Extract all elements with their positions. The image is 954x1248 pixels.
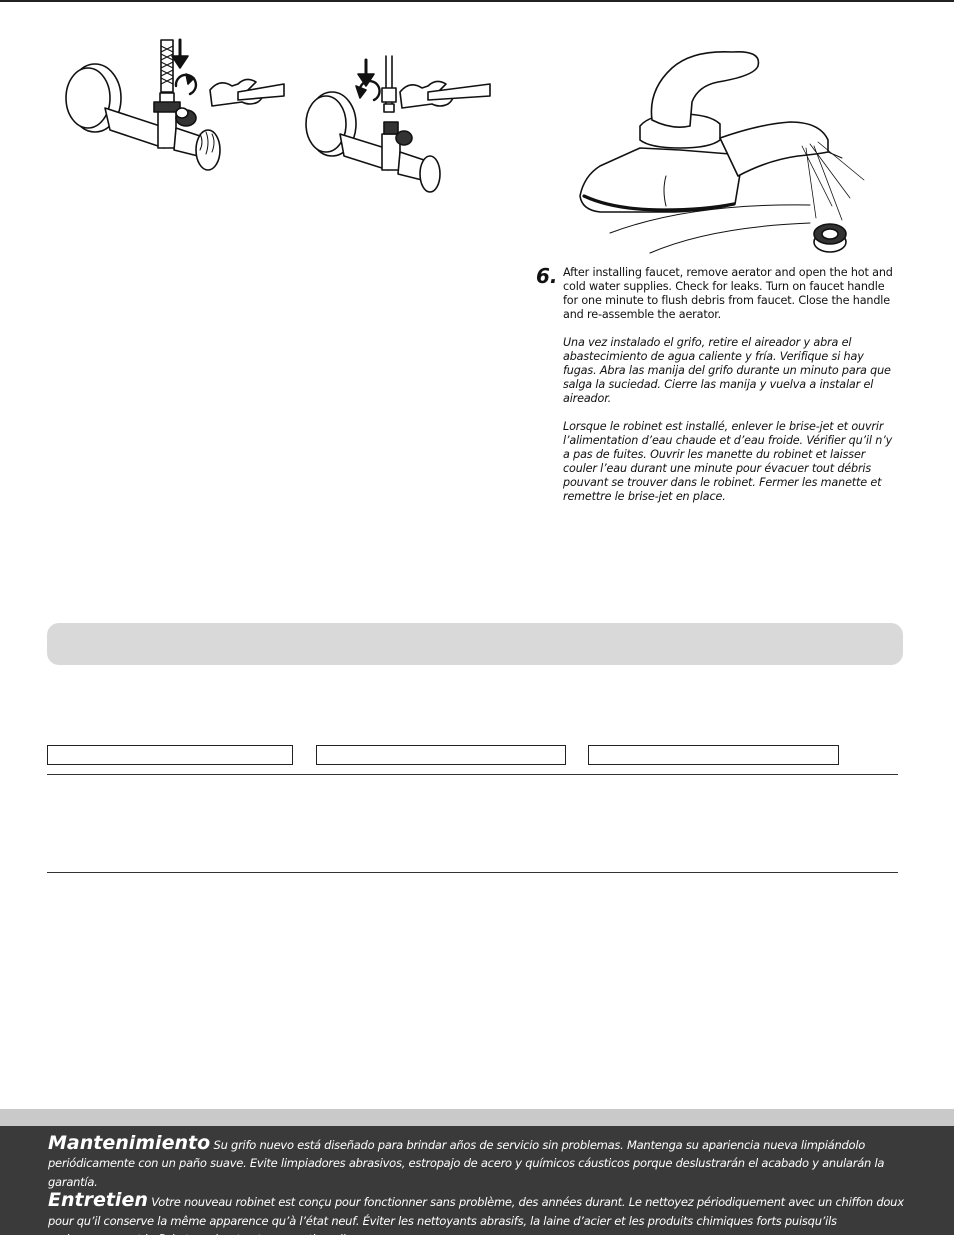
step-6-instructions xyxy=(536,266,896,518)
maintenance-heading-fr: Entretien xyxy=(48,1189,148,1212)
maintenance-heading-es: Mantenimiento xyxy=(48,1132,211,1154)
faucet-aerator-illustration xyxy=(570,28,870,260)
step-6-french: Lorsque le robinet est installé, enlever le brise-jet et ouvrir l’alimentation d’eau chaude et d’eau froide. Vérifier qu’il n’y a pas de fuites. Ouvrir les manette du robinet et laisser couler l’eau durant une minute pour évacuer tout débris pouvant se trouver dans le robinet. Fermer les manette et remettre le brise-jet en place. xyxy=(563,420,893,503)
aerator-part xyxy=(814,224,846,252)
step-number: 6. xyxy=(536,264,558,288)
table-header-box-2 xyxy=(316,745,566,765)
maintenance-footer xyxy=(0,1126,954,1247)
rotate-arrow-icon xyxy=(176,74,196,94)
table-header-box-1 xyxy=(47,745,293,765)
wrench-icon xyxy=(210,79,284,106)
step-6-spanish: Una vez instalado el grifo, retire el aireador y abra el abastecimiento de agua caliente y fría. Verifique si hay fugas. Abra las manija del grifo durante un minuto para que salga la suciedad. Cierre las manija y vuelva a instalar el aireador. xyxy=(563,336,891,405)
table-header-box-3 xyxy=(588,745,839,765)
wrench-icon xyxy=(400,81,490,108)
braided-hose xyxy=(161,40,173,92)
maintenance-spanish xyxy=(48,1134,918,1191)
table-rule-bottom xyxy=(47,872,898,873)
supply-connection-illustration xyxy=(60,38,285,198)
table-rule-top xyxy=(47,774,898,775)
section-header-bar xyxy=(47,623,903,665)
arrow-down-icon xyxy=(172,40,188,68)
step-6-english: After installing faucet, remove aerator and open the hot and cold water supplies. Check for leaks. Turn on faucet handle for one minute to flush debris from faucet. Close the handle and re-assemble the aerator. xyxy=(563,266,893,321)
maintenance-text-es: Su grifo nuevo está diseñado para brindar años de servicio sin problemas. Mantenga su apariencia nueva limpiándolo periódicamente con un paño suave. Evite limpiadores abrasivos, estropajo de acero y químicos cáusticos porque deslustrarán el acabado y anularán la garantía. xyxy=(48,1138,885,1189)
footer-band xyxy=(0,1109,954,1126)
top-rule xyxy=(0,0,954,2)
maintenance-french xyxy=(48,1191,918,1248)
supply-tube-illustration xyxy=(300,52,495,202)
maintenance-text-fr: Votre nouveau robinet est conçu pour fonctionner sans problème, des années durant. Le nettoyez périodiquement avec un chiffon doux pour qu’il conserve la même apparence qu’à l’état neuf. Éviter les nettoyants abrasifs, la laine d’acier et les produits chimiques forts puisqu’ils endommageront le fini et rendront votre garantie nulle. xyxy=(48,1195,904,1247)
